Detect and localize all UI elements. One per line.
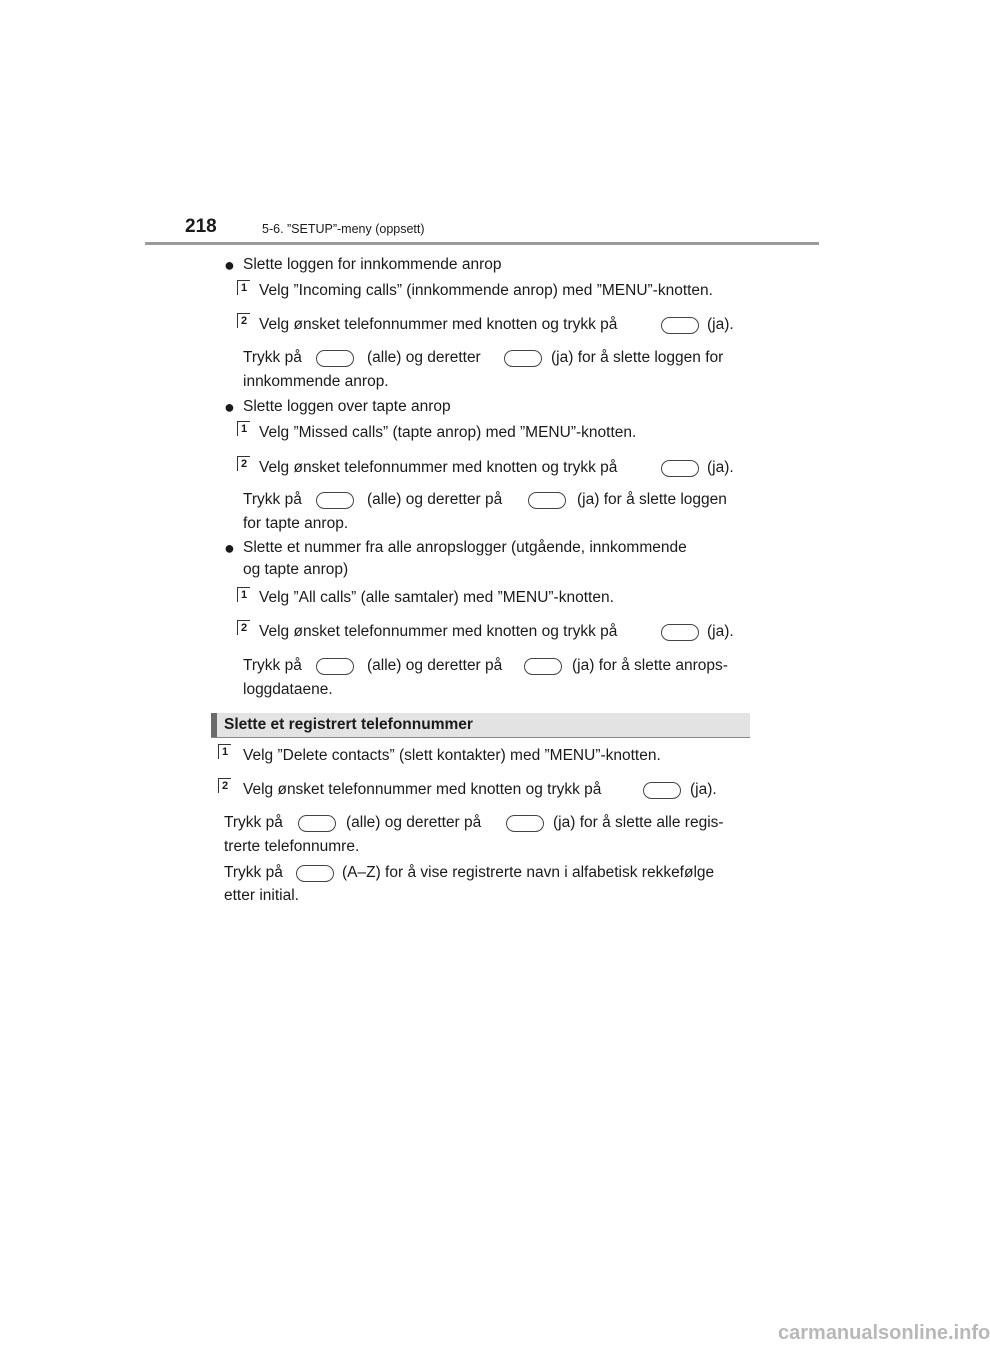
block-b-note-line2: for tapte anrop.	[243, 515, 349, 532]
block-b-title: Slette loggen over tapte anrop	[243, 398, 451, 415]
block-c-note-mid: (alle) og deretter på	[367, 657, 503, 674]
yes-button-icon	[504, 350, 542, 367]
block-c-note-start: Trykk på	[243, 657, 302, 674]
subsection-title: Slette et registrert telefonnummer	[224, 716, 473, 733]
step-number-2: 2	[218, 778, 231, 793]
step-number-2: 2	[237, 456, 250, 471]
subsection-note1-mid: (alle) og deretter på	[346, 814, 482, 831]
subsection-divider	[211, 737, 750, 738]
yes-button-icon	[661, 317, 699, 334]
block-b-step2-end: (ja).	[707, 459, 734, 476]
block-a-step2-text: Velg ønsket telefonnummer med knotten og trykk på	[259, 316, 618, 333]
step-number-1: 1	[237, 421, 250, 436]
block-c-title: Slette et nummer fra alle anropslogger (utgående, innkommende	[243, 539, 687, 556]
section-title: 5-6. ”SETUP”-meny (oppsett)	[262, 222, 425, 236]
step-number-2: 2	[237, 620, 250, 635]
yes-button-icon	[528, 492, 566, 509]
step-number-1: 1	[237, 280, 250, 295]
block-b-step2-text: Velg ønsket telefonnummer med knotten og trykk på	[259, 459, 618, 476]
yes-button-icon	[506, 815, 544, 832]
page-number: 218	[185, 216, 217, 237]
all-button-icon	[316, 658, 354, 675]
step-number-2: 2	[237, 313, 250, 328]
subsection-note1-start: Trykk på	[224, 814, 283, 831]
subsection-step2-text: Velg ønsket telefonnummer med knotten og trykk på	[243, 781, 602, 798]
block-a-note-end: (ja) for å slette loggen for	[551, 349, 724, 366]
subsection-step2-end: (ja).	[690, 781, 717, 798]
block-a-note-line2: innkommende anrop.	[243, 373, 389, 390]
watermark: carmanualsonline.info	[778, 1322, 990, 1344]
subsection-note2-line2: etter initial.	[224, 887, 299, 904]
subsection-note2-start: Trykk på	[224, 864, 283, 881]
all-button-icon	[316, 492, 354, 509]
bullet-icon: ●	[224, 255, 235, 275]
block-a-note-mid: (alle) og deretter	[367, 349, 481, 366]
block-a-step1: Velg ”Incoming calls” (innkommende anrop) med ”MENU”-knotten.	[259, 282, 713, 299]
block-b-note-mid: (alle) og deretter på	[367, 491, 503, 508]
block-a-title: Slette loggen for innkommende anrop	[243, 256, 502, 273]
az-button-icon	[296, 865, 334, 882]
subsection-note2-end: (A–Z) for å vise registrerte navn i alfabetisk rekkefølge	[342, 864, 715, 881]
yes-button-icon	[661, 624, 699, 641]
block-c-step2-text: Velg ønsket telefonnummer med knotten og trykk på	[259, 623, 618, 640]
block-b-note-start: Trykk på	[243, 491, 302, 508]
yes-button-icon	[661, 460, 699, 477]
block-c-step2-end: (ja).	[707, 623, 734, 640]
block-a-note-start: Trykk på	[243, 349, 302, 366]
all-button-icon	[316, 350, 354, 367]
block-a-step2-end: (ja).	[707, 316, 734, 333]
bullet-icon: ●	[224, 538, 235, 558]
step-number-1: 1	[237, 587, 250, 602]
block-c-step1: Velg ”All calls” (alle samtaler) med ”MENU”-knotten.	[259, 589, 614, 606]
bullet-icon: ●	[224, 397, 235, 417]
header-divider	[145, 242, 819, 245]
subsection-note1-end: (ja) for å slette alle regis-	[553, 814, 724, 831]
subsection-note1-line2: trerte telefonnumre.	[224, 838, 360, 855]
yes-button-icon	[524, 658, 562, 675]
all-button-icon	[298, 815, 336, 832]
block-c-note-end: (ja) for å slette anrops-	[572, 657, 728, 674]
block-c-title-line2: og tapte anrop)	[243, 561, 349, 578]
block-c-note-line2: loggdataene.	[243, 681, 333, 698]
block-b-step1: Velg ”Missed calls” (tapte anrop) med ”MENU”-knotten.	[259, 424, 637, 441]
block-b-note-end: (ja) for å slette loggen	[577, 491, 727, 508]
yes-button-icon	[643, 782, 681, 799]
step-number-1: 1	[218, 744, 231, 759]
subsection-step1: Velg ”Delete contacts” (slett kontakter) med ”MENU”-knotten.	[243, 747, 661, 764]
